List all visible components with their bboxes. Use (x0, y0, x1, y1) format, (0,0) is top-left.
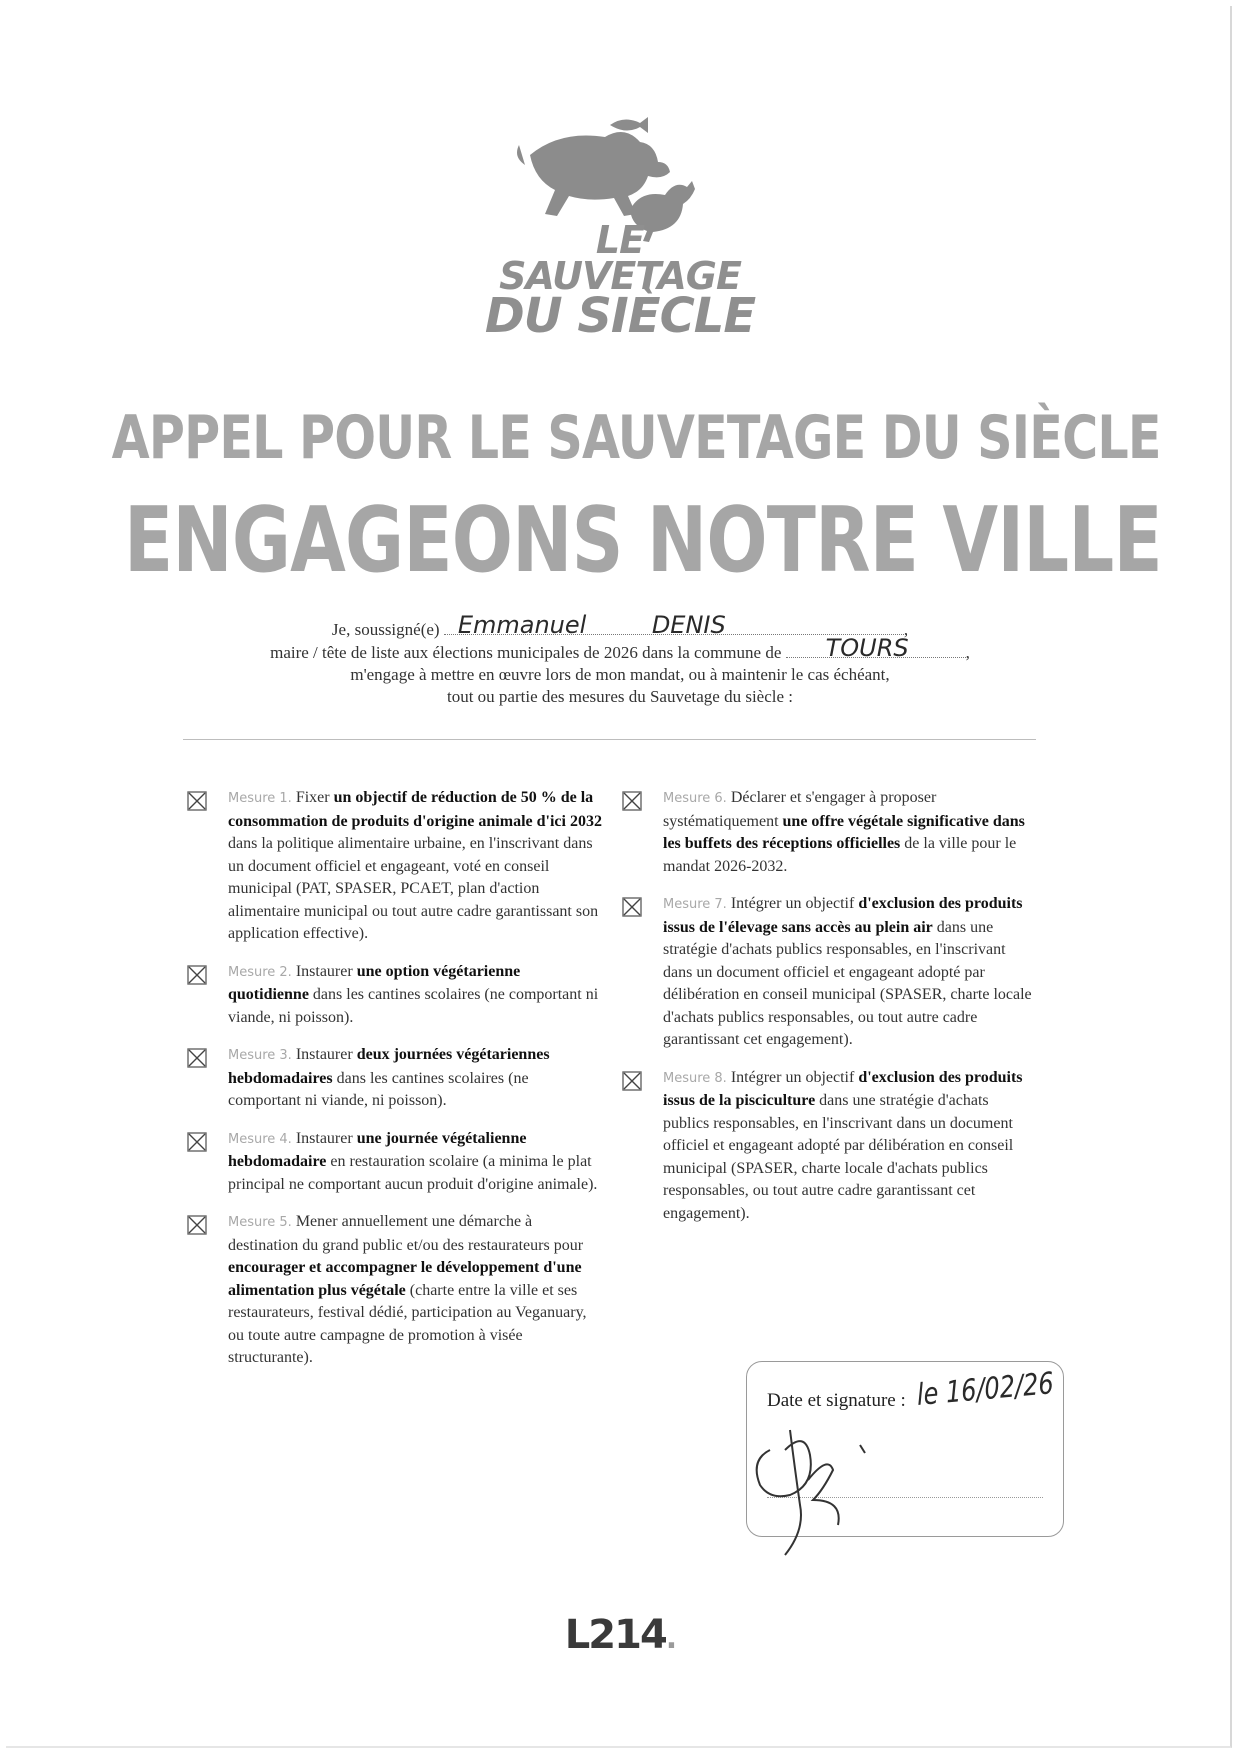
measure-text: de la ville pour le mandat 2026-2032. (663, 835, 1017, 875)
checked-box-icon[interactable] (187, 791, 207, 811)
measure-7 (618, 893, 1038, 1052)
signature-label: Date et signature : (767, 1390, 906, 1411)
measure-bold: d'exclusion des produits issus de l'élevage sans accès au plein air (663, 895, 1023, 936)
divider (183, 739, 1036, 740)
logo-wordmark (470, 218, 770, 345)
measure-4 (183, 1128, 603, 1197)
prefix-mayor: maire / tête de liste aux élections municipales de 2026 dans la commune de (270, 643, 782, 662)
checked-box-icon[interactable] (187, 965, 207, 985)
measure-1 (183, 787, 603, 946)
measures-left-column (183, 787, 603, 1385)
main-title-line1: APPEL POUR LE SAUVETAGE DU SIÈCLE (111, 403, 1161, 473)
measure-text: Intégrer un objectif (726, 1068, 859, 1086)
measure-text: dans les cantines scolaires (ne comportant ni viande, ni poisson). (228, 1069, 529, 1109)
footer-brand: L214 (564, 1612, 666, 1658)
measure-text: Instaurer (291, 962, 357, 980)
intro-line3: m'engage à mettre en œuvre lors de mon mandat, ou à maintenir le cas échéant, (350, 665, 890, 684)
measure-5 (183, 1211, 603, 1370)
measure-label: Mesure 1. (228, 791, 292, 806)
measure-bold: deux journées végétariennes hebdomadaires (228, 1046, 550, 1087)
measure-text: Mener annuellement une démarche à destination du grand public et/ou des restaurateurs pour (228, 1213, 584, 1254)
prefix-undersigned: Je, soussigné(e) (331, 620, 440, 639)
measure-6 (618, 787, 1038, 878)
measure-text: en restauration scolaire (a minima le plat principal ne comportant aucun produit d'origine animale). (228, 1153, 598, 1193)
measure-text: dans une stratégie d'achats publics responsables, en l'inscrivant dans un document officiel et engageant adopté par délibération en conseil municipal (SPASER, charte locale d'achats publics responsables, ou tout autre cadre garantissant cet engagement). (663, 918, 1032, 1048)
measure-text: Déclarer et s'engager à proposer systématiquement (663, 789, 937, 830)
measure-text: dans la politique alimentaire urbaine, en l'inscrivant dans un document officiel et engageant, voté en conseil municipal (PAT, SPASER, PCAET, plan d'action alimentaire municipal ou tout autre cadre garantissant son application effective). (228, 835, 599, 942)
checked-box-icon[interactable] (622, 791, 642, 811)
checked-box-icon[interactable] (187, 1048, 207, 1068)
main-title-line2: ENGAGEONS NOTRE VILLE (124, 488, 1162, 593)
measure-3 (183, 1044, 603, 1113)
measure-bold: d'exclusion des produits issus de la pisciculture (663, 1068, 1023, 1109)
checked-box-icon[interactable] (622, 1071, 642, 1091)
intro-line4: tout ou partie des mesures du Sauvetage du siècle : (446, 687, 794, 706)
measure-label: Mesure 6. (663, 791, 727, 806)
handwritten-commune: TOURS (825, 634, 909, 662)
measure-text: Fixer (291, 789, 334, 806)
measure-text: dans une stratégie d'achats publics responsables, en l'inscrivant dans un document officiel et engageant adopté par délibération en conseil municipal (SPASER, charte locale d'achats publics responsables, ou tout autre cadre garantissant cet engagement). (663, 1092, 1014, 1222)
measure-bold: une option végétarienne quotidienne (228, 962, 521, 1003)
measure-text: (charte entre la ville et ses restaurateurs, festival dédié, participation au Veganuary, ou toute autre campagne de promotion à visée structurante). (228, 1281, 587, 1366)
handwritten-date: le 16/02/26 (916, 1366, 1055, 1413)
measures-right-column (618, 787, 1038, 1240)
measure-text: Intégrer un objectif (726, 895, 859, 912)
measure-text: Instaurer (291, 1046, 357, 1063)
measure-text: Instaurer (291, 1129, 357, 1147)
measure-2 (183, 961, 603, 1030)
measure-label: Mesure 4. (228, 1131, 292, 1147)
handwritten-first-name: Emmanuel (457, 611, 587, 639)
logo-line2: DU SIÈCLE (484, 288, 756, 345)
logo-line1: LE SAUVETAGE (499, 218, 741, 299)
measure-bold: encourager et accompagner le développement d'une alimentation plus végétale (228, 1259, 582, 1299)
measure-text: dans les cantines scolaires (ne comportant ni viande, ni poisson). (228, 986, 599, 1026)
l214-logo (0, 1612, 1240, 1658)
measure-8 (618, 1067, 1038, 1226)
checked-box-icon[interactable] (622, 897, 642, 917)
intro-form (180, 611, 1060, 708)
checked-box-icon[interactable] (187, 1215, 207, 1235)
measure-label: Mesure 5. (228, 1215, 292, 1230)
measure-label: Mesure 2. (228, 964, 292, 980)
commune-field[interactable] (786, 634, 966, 662)
handwritten-last-name: DENIS (651, 611, 726, 639)
measure-label: Mesure 8. (663, 1070, 727, 1086)
checked-box-icon[interactable] (187, 1132, 207, 1152)
measure-label: Mesure 7. (663, 897, 727, 912)
measure-label: Mesure 3. (228, 1048, 292, 1063)
measure-bold: un objectif de réduction de 50 % de la consommation de produits d'origine animale d'ici 2032 (228, 789, 602, 830)
measure-bold: une offre végétale significative dans les buffets des réceptions officielles (663, 812, 1025, 852)
name-line: Je, soussigné(e) Emmanuel DENIS , (331, 611, 909, 639)
handwritten-signature (730, 1410, 930, 1560)
measure-bold: une journée végétalienne hebdomadaire (228, 1129, 527, 1170)
footer-dot: . (665, 1621, 676, 1656)
commune-line: maire / tête de liste aux élections municipales de 2026 dans la commune de TOURS , (270, 634, 970, 662)
